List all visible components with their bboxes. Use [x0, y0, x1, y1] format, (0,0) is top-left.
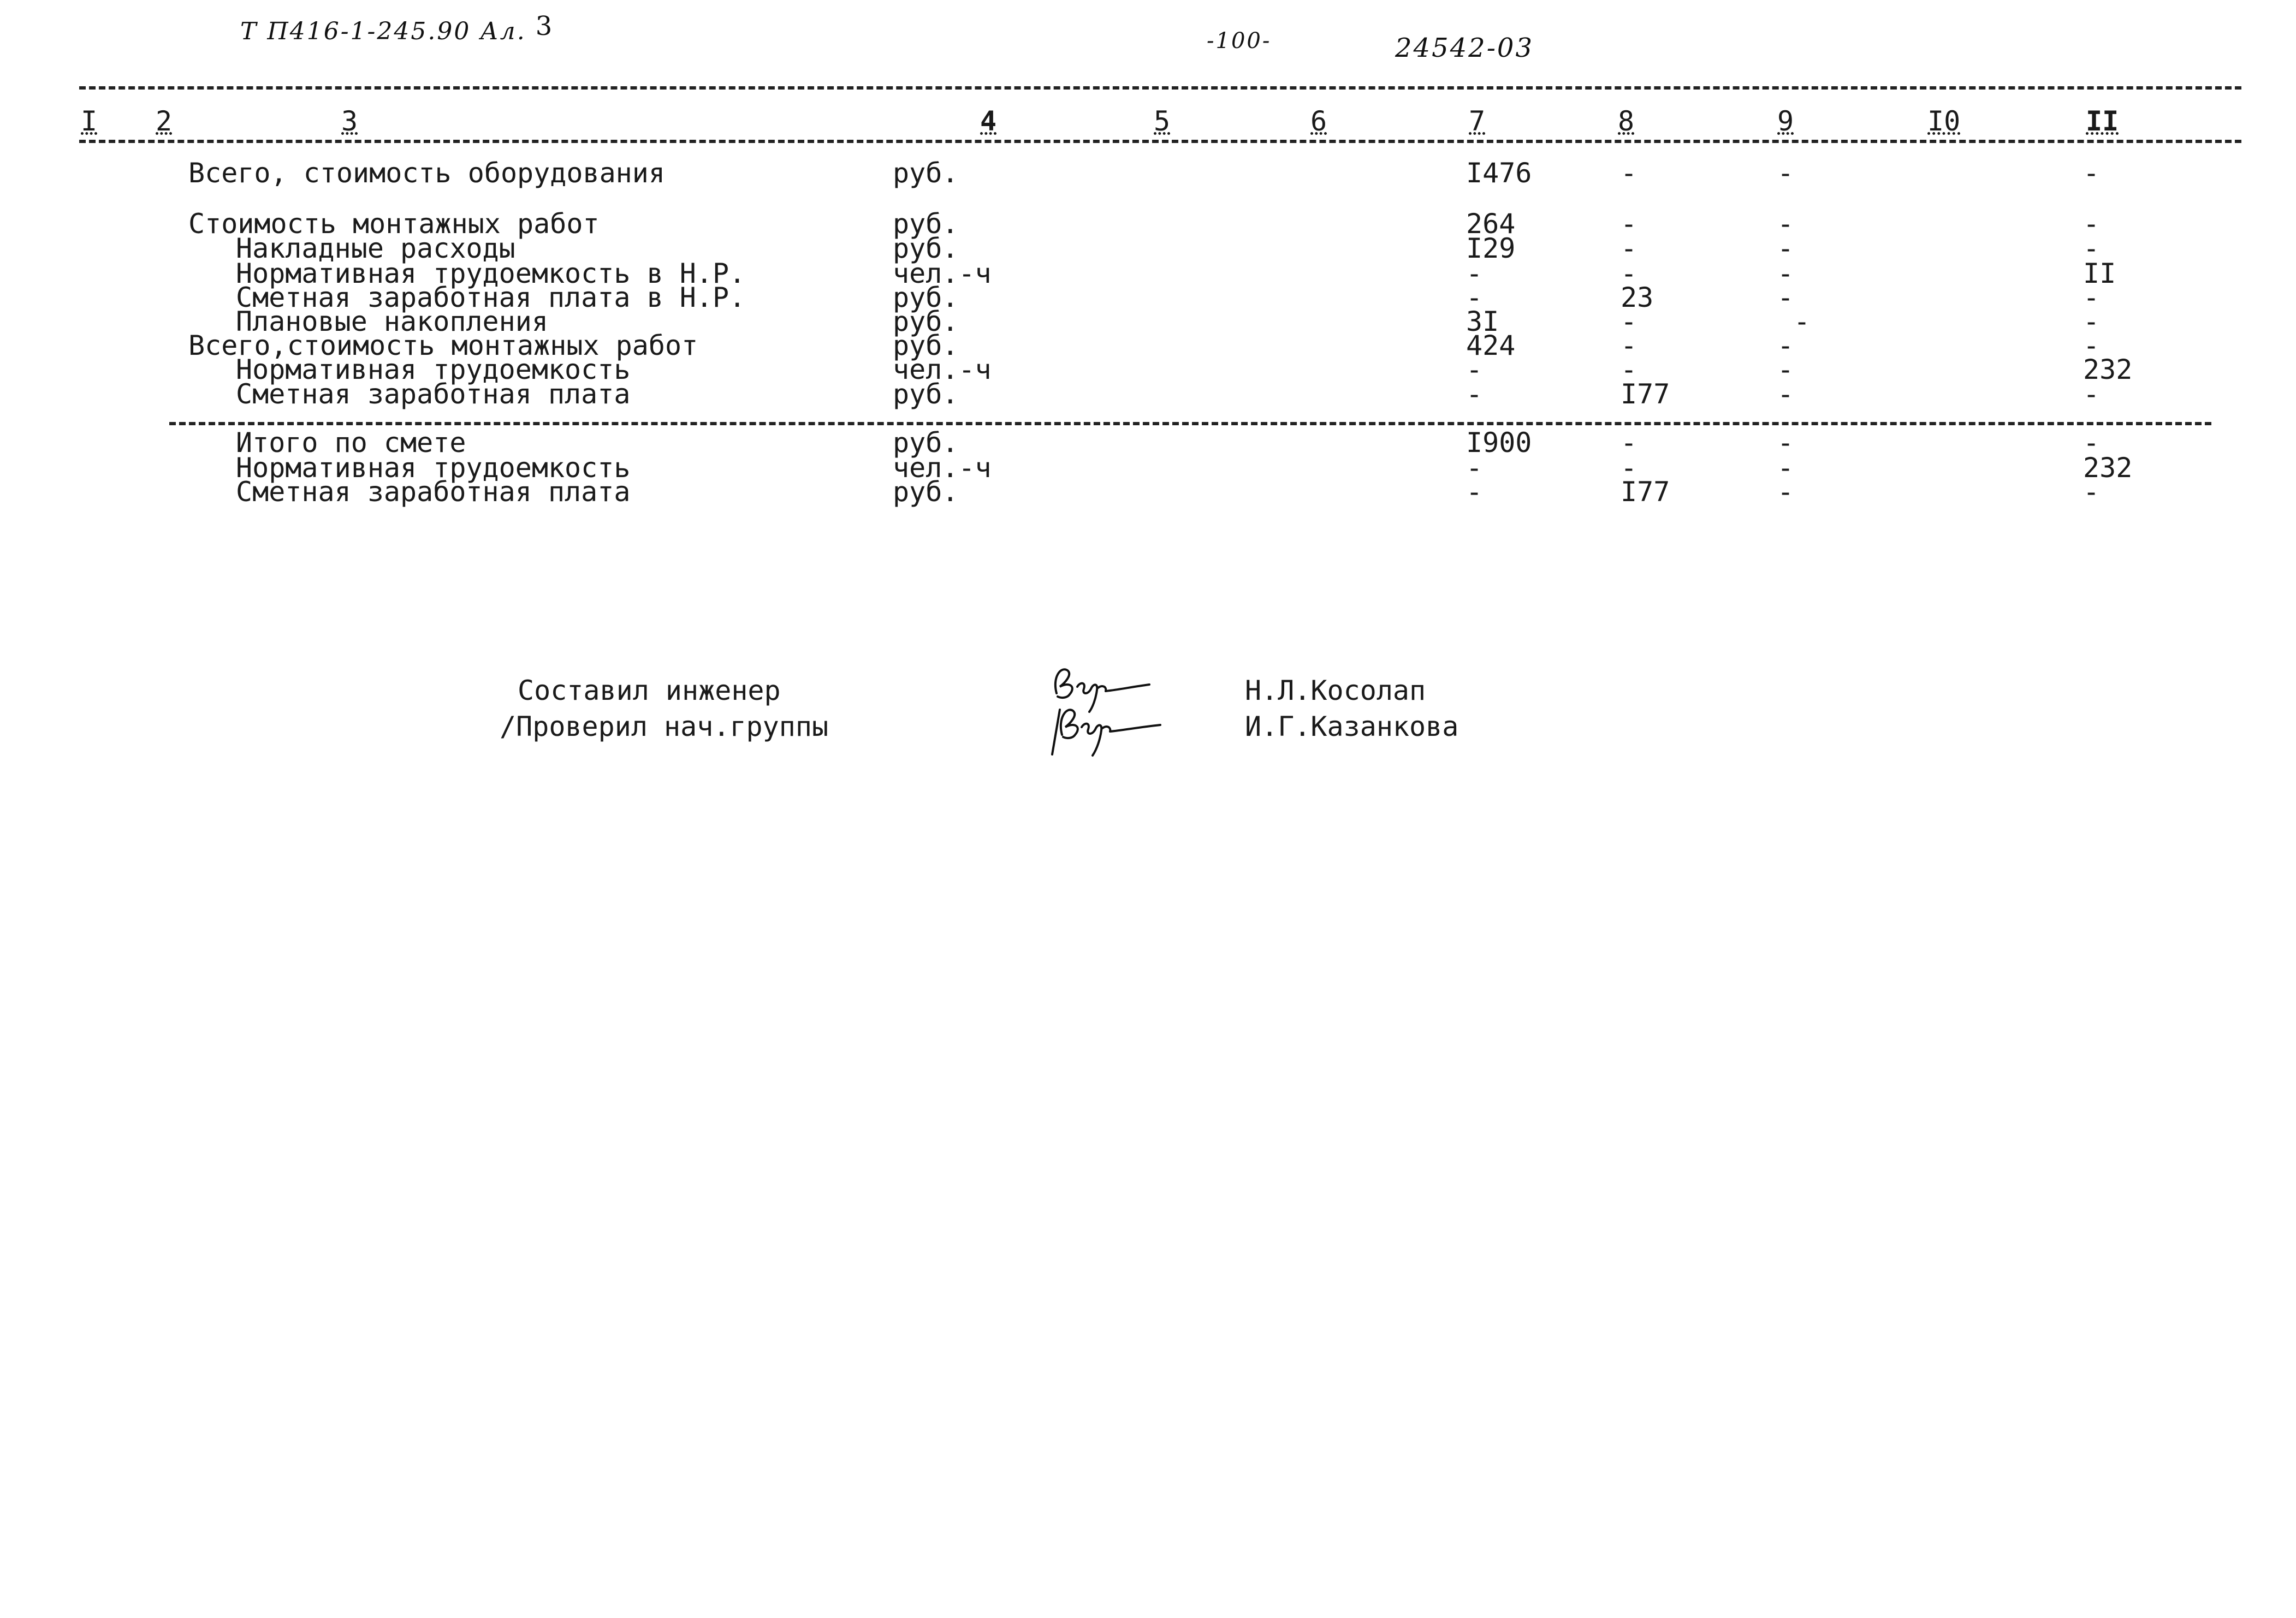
- row-col7: -: [1466, 452, 1483, 484]
- row-col8: I77: [1621, 378, 1670, 410]
- row-name: Итого по смете: [236, 427, 466, 459]
- row-col8: -: [1621, 452, 1638, 484]
- row-name: Сметная заработная плата в Н.Р.: [236, 282, 746, 313]
- row-col9: -: [1777, 378, 1794, 410]
- row-col8: -: [1621, 427, 1638, 459]
- row-unit: руб.: [893, 306, 959, 337]
- row-name: Сметная заработная плата: [236, 378, 631, 410]
- row-col11: -: [2083, 330, 2100, 361]
- row-col7: -: [1466, 258, 1483, 289]
- page-number: -100-: [1207, 28, 1272, 53]
- column-number: 4: [980, 105, 997, 137]
- row-unit: руб.: [893, 208, 959, 240]
- row-col11: -: [2083, 282, 2100, 313]
- row-col11: 232: [2083, 354, 2133, 385]
- row-col11: -: [2083, 378, 2100, 410]
- row-unit: чел.-ч: [893, 258, 992, 289]
- row-col9: -: [1777, 258, 1794, 289]
- sheet-number: 3: [535, 11, 554, 41]
- column-number: 5: [1154, 105, 1171, 137]
- row-col8: -: [1621, 306, 1638, 337]
- column-number: II: [2086, 105, 2119, 137]
- row-col11: -: [2083, 427, 2100, 459]
- row-name: Нормативная трудоемкость: [236, 354, 631, 385]
- row-col9: -: [1777, 354, 1794, 385]
- row-col7: I29: [1466, 233, 1516, 264]
- row-col9: -: [1777, 157, 1794, 189]
- column-number: I: [81, 105, 98, 137]
- row-unit: чел.-ч: [893, 354, 992, 385]
- row-col7: I900: [1466, 427, 1532, 459]
- row-col7: 3I: [1466, 306, 1499, 337]
- checked-by-name: И.Г.Казанкова: [1245, 711, 1459, 742]
- row-name: Нормативная трудоемкость в Н.Р.: [236, 258, 746, 289]
- row-col9: -: [1794, 306, 1811, 337]
- row-col9: -: [1777, 282, 1794, 313]
- row-col9: -: [1777, 330, 1794, 361]
- row-name: Всего, стоимость оборудования: [188, 157, 665, 189]
- row-col8: -: [1621, 354, 1638, 385]
- row-col9: -: [1777, 233, 1794, 264]
- row-unit: руб.: [893, 378, 959, 410]
- row-name: Стоимость монтажных работ: [188, 208, 600, 240]
- row-name: Всего,стоимость монтажных работ: [188, 330, 698, 361]
- row-name: Нормативная трудоемкость: [236, 452, 631, 484]
- column-number: 3: [341, 105, 358, 137]
- row-col7: -: [1466, 476, 1483, 508]
- row-col9: -: [1777, 452, 1794, 484]
- row-unit: руб.: [893, 157, 959, 189]
- row-col8: -: [1621, 330, 1638, 361]
- column-number: 9: [1777, 105, 1794, 137]
- row-col7: 424: [1466, 330, 1516, 361]
- checked-by-label: /Проверил нач.группы: [500, 711, 829, 742]
- row-col7: I476: [1466, 157, 1532, 189]
- row-col8: -: [1621, 258, 1638, 289]
- row-col11: II: [2083, 258, 2116, 289]
- row-name: Сметная заработная плата: [236, 476, 631, 508]
- row-col8: I77: [1621, 476, 1670, 508]
- row-col7: 264: [1466, 208, 1516, 240]
- row-name: Плановые накопления: [236, 306, 548, 337]
- row-col7: -: [1466, 378, 1483, 410]
- inventory-number: 24542-03: [1395, 33, 1534, 63]
- column-number: 8: [1618, 105, 1635, 137]
- row-col9: -: [1777, 208, 1794, 240]
- row-unit: руб.: [893, 330, 959, 361]
- column-number: I0: [1927, 105, 1961, 137]
- compiled-by-name: Н.Л.Косолап: [1245, 675, 1426, 706]
- row-col11: -: [2083, 306, 2100, 337]
- row-col8: -: [1621, 233, 1638, 264]
- header-top-rule: [79, 86, 2241, 90]
- row-col11: -: [2083, 233, 2100, 264]
- row-col9: -: [1777, 427, 1794, 459]
- row-col11: -: [2083, 157, 2100, 189]
- header-bottom-rule: [79, 140, 2241, 143]
- row-unit: руб.: [893, 427, 959, 459]
- row-unit: чел.-ч: [893, 452, 992, 484]
- row-col11: -: [2083, 476, 2100, 508]
- row-col9: -: [1777, 476, 1794, 508]
- row-col7: -: [1466, 282, 1483, 313]
- row-name: Накладные расходы: [236, 233, 515, 264]
- column-number: 7: [1469, 105, 1486, 137]
- row-col11: -: [2083, 208, 2100, 240]
- row-unit: руб.: [893, 476, 959, 508]
- row-col8: 23: [1621, 282, 1654, 313]
- column-number: 6: [1310, 105, 1327, 137]
- row-unit: руб.: [893, 233, 959, 264]
- total-separator-rule: [169, 422, 2211, 425]
- row-col8: -: [1621, 157, 1638, 189]
- row-col11: 232: [2083, 452, 2133, 484]
- row-col8: -: [1621, 208, 1638, 240]
- handwritten-signature: [1046, 693, 1166, 759]
- row-unit: руб.: [893, 282, 959, 313]
- document-code: Т П416-1-245.90 Ал. 3: [240, 11, 554, 45]
- row-col7: -: [1466, 354, 1483, 385]
- compiled-by-label: Составил инженер: [518, 675, 781, 706]
- column-number: 2: [156, 105, 173, 137]
